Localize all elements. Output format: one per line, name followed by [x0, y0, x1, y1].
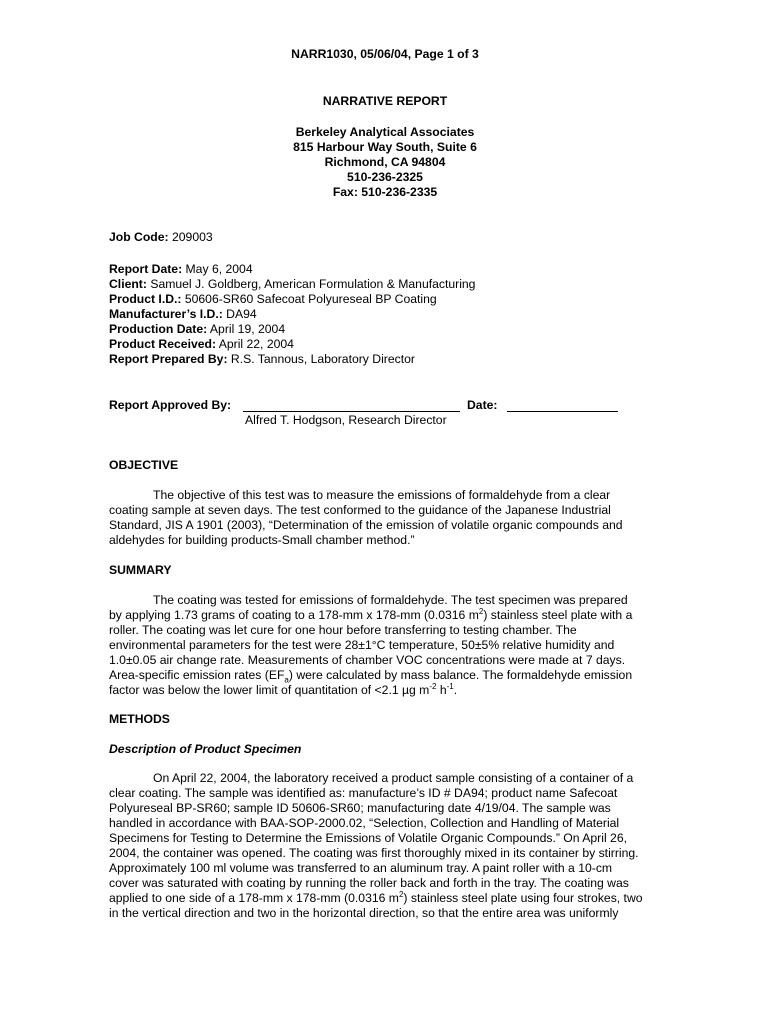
summary-line: [109, 668, 632, 683]
summary-line: roller. The coating was let cure for one hour before transferring to testing chamber. The: [109, 623, 577, 637]
approved-by-label: Report Approved By:: [109, 398, 232, 412]
product-id-value: 50606-SR60 Safecoat Polyureseal BP Coating: [184, 292, 437, 306]
summary-line: The coating was tested for emissions of formaldehyde. The test specimen was prepared: [153, 593, 628, 607]
methods-line: 2004, the container was opened. The coating was first thoroughly mixed in its container by stirring.: [109, 846, 639, 860]
prepared-by-value: R.S. Tannous, Laboratory Director: [230, 352, 415, 366]
client-label: Client:: [109, 277, 147, 291]
report-date-value: May 6, 2004: [185, 262, 253, 276]
job-code-row: [109, 230, 213, 245]
org-phone: 510-236-2325: [347, 170, 423, 184]
objective-line: coating sample at seven days. The test conformed to the guidance of the Japanese Industrial: [109, 503, 611, 517]
methods-heading: METHODS: [109, 712, 170, 726]
prepared-by-row: [109, 352, 415, 367]
org-name: Berkeley Analytical Associates: [295, 125, 475, 139]
methods-line: Polyureseal BP-SR60; sample ID 50606-SR60; manufacturing date 4/19/04. The sample was: [109, 801, 611, 815]
prepared-by-label: Report Prepared By:: [109, 352, 228, 366]
job-code-value: 209003: [171, 230, 213, 244]
summary-text: ) were calculated by mass balance. The formaldehyde emission: [288, 668, 633, 682]
superscript: 2: [478, 606, 484, 616]
methods-line: On April 22, 2004, the laboratory received a product sample consisting of a container of a: [153, 771, 634, 785]
summary-text: .: [453, 683, 458, 697]
org-address-line1: 815 Harbour Way South, Suite 6: [293, 140, 477, 154]
manufacturer-id-label: Manufacturer’s I.D.:: [109, 307, 223, 321]
summary-line: [109, 608, 632, 623]
objective-line: aldehydes for building products-Small chamber method.”: [109, 533, 415, 547]
summary-text: factor was below the lower limit of quantitation of <2.1 µg m: [109, 683, 430, 697]
summary-text: Area-specific emission rates (EF: [109, 668, 285, 682]
methods-line: in the vertical direction and two in the horizontal direction, so that the entire area was uniformly: [109, 906, 619, 920]
methods-text: applied to one side of a 178-mm x 178-mm (0.0316 m: [109, 891, 399, 905]
approver-name: Alfred T. Hodgson, Research Director: [245, 413, 447, 427]
production-date-label: Production Date:: [109, 322, 208, 336]
methods-line: handled in accordance with BAA-SOP-2000.02, “Selection, Collection and Handling of Material: [109, 816, 620, 830]
subscript: a: [284, 675, 289, 685]
summary-line: 1.0±0.05 air change rate. Measurements of chamber VOC concentrations were made at 7 days.: [109, 653, 626, 667]
client-row: [109, 277, 475, 292]
product-received-value: April 22, 2004: [218, 337, 294, 351]
report-date-row: [109, 262, 253, 277]
org-fax: Fax: 510-236-2335: [332, 185, 438, 199]
production-date-row: [109, 322, 285, 337]
summary-line: [109, 683, 457, 698]
objective-heading: OBJECTIVE: [109, 458, 179, 472]
product-received-row: [109, 337, 294, 352]
job-code-label: Job Code:: [109, 230, 169, 244]
page-header: NARR1030, 05/06/04, Page 1 of 3: [291, 47, 479, 61]
summary-line: environmental parameters for the test were 28±1°C temperature, 50±5% relative humidity and: [109, 638, 615, 652]
superscript: 2: [398, 889, 404, 899]
client-value: Samuel J. Goldberg, American Formulation & Manufacturing: [150, 277, 476, 291]
production-date-value: April 19, 2004: [209, 322, 286, 336]
superscript: -1: [446, 681, 454, 691]
methods-line: Specimens for Testing to Determine the Emissions of Volatile Organic Compounds.” On April 26,: [109, 831, 627, 845]
methods-line: Approximately 100 ml volume was transferred to an aluminum tray. A paint roller with a 10-cm: [109, 861, 613, 875]
approval-date-line: [507, 411, 618, 412]
date-label: Date:: [467, 398, 498, 412]
product-id-label: Product I.D.:: [109, 292, 182, 306]
manufacturer-id-value: DA94: [226, 307, 257, 321]
superscript: -2: [429, 681, 437, 691]
summary-text: h: [436, 683, 447, 697]
product-id-row: [109, 292, 437, 307]
report-title: NARRATIVE REPORT: [322, 94, 448, 108]
summary-heading: SUMMARY: [109, 563, 172, 577]
report-date-label: Report Date:: [109, 262, 183, 276]
methods-subheading: Description of Product Specimen: [109, 742, 302, 756]
methods-line: clear coating. The sample was identified as: manufacture’s ID # DA94; product name Safecoat: [109, 786, 618, 800]
methods-line: cover was saturated with coating by running the roller back and forth in the tray. The coating was: [109, 876, 629, 890]
methods-line: [109, 891, 643, 906]
signature-line: [243, 411, 460, 412]
manufacturer-id-row: [109, 307, 257, 322]
objective-line: The objective of this test was to measure the emissions of formaldehyde from a clear: [153, 488, 611, 502]
objective-line: Standard, JIS A 1901 (2003), “Determination of the emission of volatile organic compounds and: [109, 518, 623, 532]
org-address-line2: Richmond, CA 94804: [324, 155, 446, 169]
methods-text: ) stainless steel plate using four strokes, two: [403, 891, 643, 905]
summary-text: ) stainless steel plate with a: [483, 608, 633, 622]
product-received-label: Product Received:: [109, 337, 217, 351]
summary-text: by applying 1.73 grams of coating to a 178-mm x 178-mm (0.0316 m: [109, 608, 479, 622]
